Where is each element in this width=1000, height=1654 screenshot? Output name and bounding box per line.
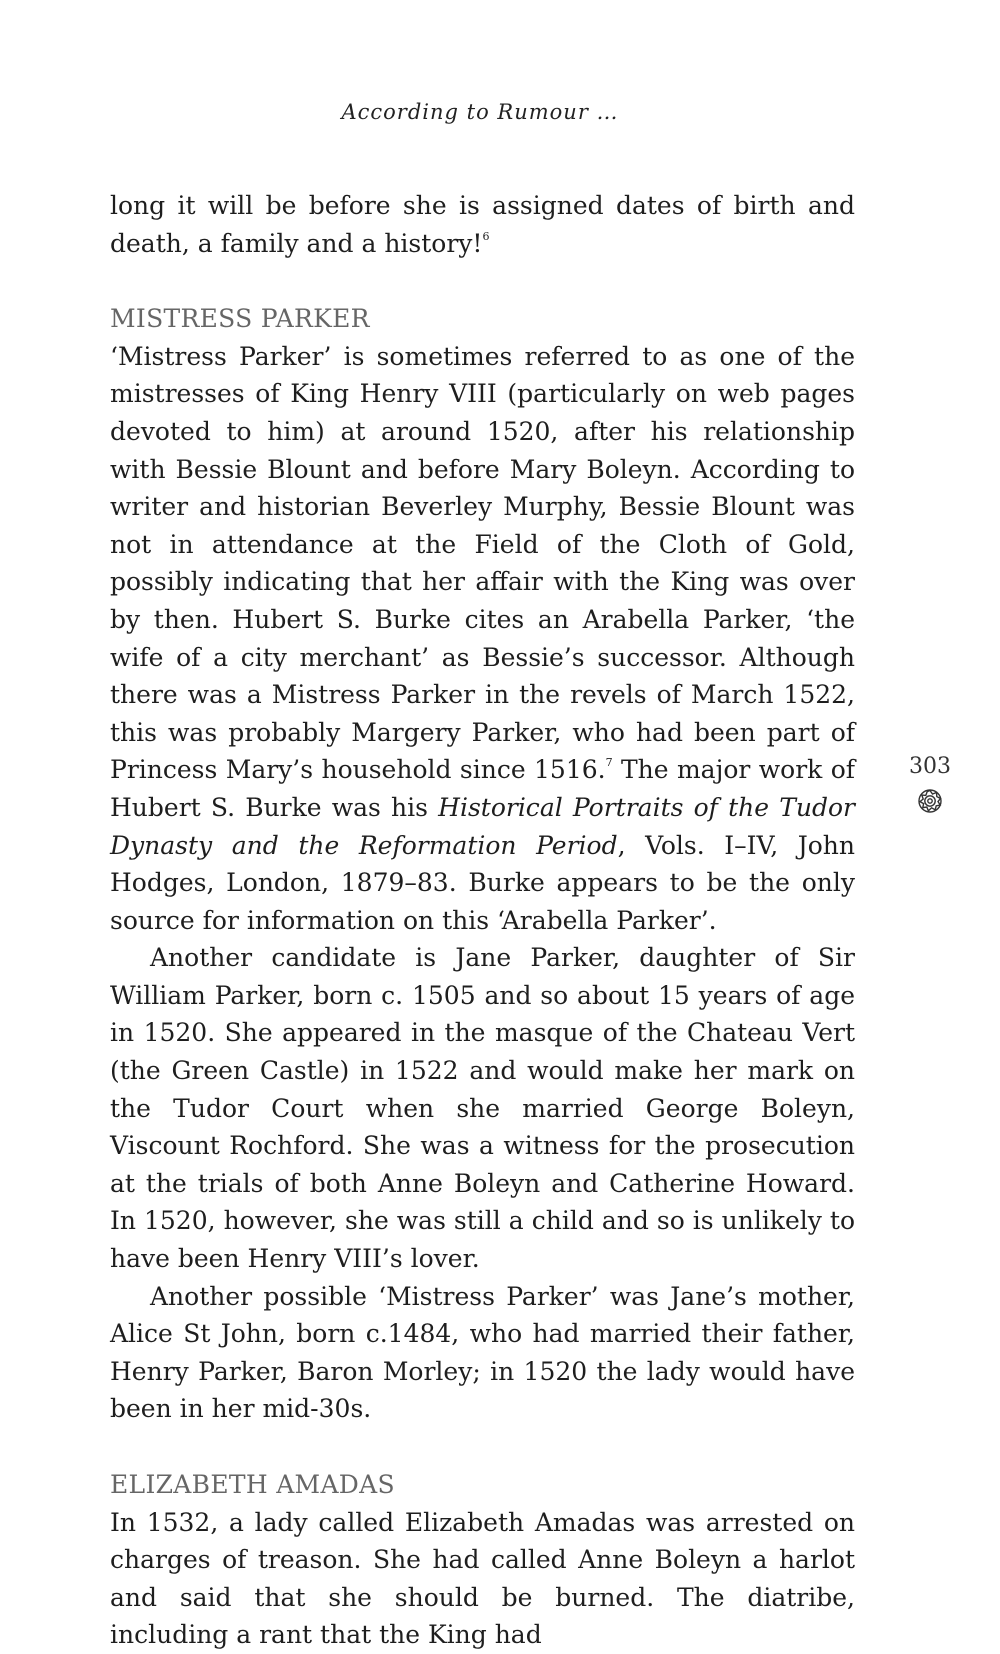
running-head: According to Rumour … [341,100,619,124]
paragraph-elizabeth-amadas-1: In 1532, a lady called Elizabeth Amadas was arrested on charges of treason. She had called Anne Boleyn a harlot and said that she should be burned. The diatribe, including a rant that the King had [110,1507,855,1650]
paragraph-mistress-parker-1 [110,338,855,940]
footnote-ref-7: 7 [605,756,613,770]
paragraph-mistress-parker-2: Another candidate is Jane Parker, daughter of Sir William Parker, born c. 1505 and so about 15 years of age in 1520. She appeared in the masque of the Chateau Vert (the Green Castle) in 1522 and would make her mark on the Tudor Court when she married George Boleyn, Viscount Rochford. She was a witness for the prosecution at the trials of both Anne Boleyn and Catherine Howard. In 1520, however, she was still a child and so is unlikely to have been Henry VIII’s lover. [110,943,855,1274]
paragraph-text: The major work of Hubert S. Burke was his [110,755,855,822]
paragraph-text: , Vols. I–IV, John Hodges, London, 1879–83. Burke appears to be the only source for information on this ‘Arabella Parker’. [110,830,855,935]
rose-icon [917,788,943,814]
paragraph-mistress-parker-3: Another possible ‘Mistress Parker’ was Jane’s mother, Alice St John, born c.1484, who had married their father, Henry Parker, Baron Morley; in 1520 the lady would have been in her mid-30s. [110,1281,855,1424]
section-heading-mistress-parker: MISTRESS PARKER [110,304,370,334]
paragraph-text: ‘Mistress Parker’ is sometimes referred to as one of the mistresses of King Henry VIII (particularly on web pages devoted to him) at around 1520, after his relationship with Bessie Blount and before Mary Boleyn. According to writer and historian Beverley Murphy, Bessie Blount was not in attendance at the Field of the Cloth of Gold, possibly indicating that her affair with the King was over by then. Hubert S. Burke cites an Arabella Parker, ‘the wife of a city merchant’ as Bessie’s successor. Although there was a Mistress Parker in the revels of March 1522, this was probably Margery Parker, who had been part of Princess Mary’s household since 1516. [110,341,855,785]
footnote-ref-6: 6 [482,229,490,243]
book-title: Historical Portraits of the Tudor Dynasty and the Reformation Period [110,792,855,860]
intro-paragraph [110,187,855,262]
section-heading-elizabeth-amadas: ELIZABETH AMADAS [110,1470,395,1499]
body-text [110,187,855,1654]
page-number: 303 [909,754,951,779]
intro-text: long it will be before she is assigned dates of birth and death, a family and a history! [110,191,855,258]
